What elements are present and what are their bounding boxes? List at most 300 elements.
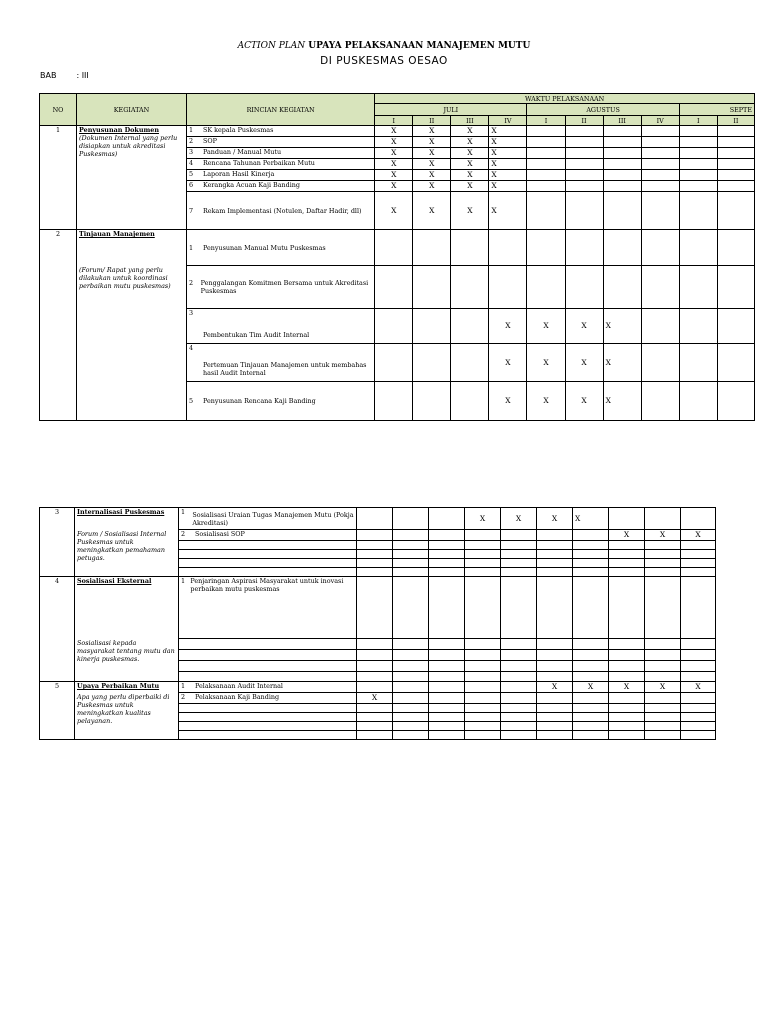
action-plan-table-1 xyxy=(39,93,755,421)
empty-cell xyxy=(645,661,681,672)
schedule-cell xyxy=(717,159,754,170)
row-kegiatan: Sosialisasi Eksternal xyxy=(75,577,179,639)
schedule-cell xyxy=(375,266,413,309)
empty-cell xyxy=(681,650,716,661)
empty-cell xyxy=(573,568,609,577)
schedule-cell xyxy=(609,508,645,530)
empty-cell xyxy=(609,713,645,722)
schedule-cell: X xyxy=(413,181,451,192)
schedule-cell: X xyxy=(375,170,413,181)
row-no: 5 xyxy=(40,682,75,740)
empty-cell xyxy=(393,731,429,740)
schedule-cell xyxy=(565,230,603,266)
empty-cell xyxy=(357,713,393,722)
empty-cell xyxy=(537,704,573,713)
empty-cell xyxy=(179,639,357,650)
schedule-cell xyxy=(465,577,501,639)
empty-cell xyxy=(429,541,465,550)
schedule-cell xyxy=(679,344,717,382)
schedule-cell xyxy=(451,382,489,421)
schedule-cell xyxy=(609,577,645,639)
schedule-cell xyxy=(603,148,641,159)
schedule-cell xyxy=(429,693,465,704)
empty-cell xyxy=(501,650,537,661)
schedule-cell xyxy=(679,382,717,421)
schedule-cell: X xyxy=(489,170,527,181)
empty-cell xyxy=(429,713,465,722)
row-no: 2 xyxy=(40,230,77,421)
empty-cell xyxy=(501,704,537,713)
schedule-cell xyxy=(489,266,527,309)
empty-cell xyxy=(179,650,357,661)
schedule-cell xyxy=(429,508,465,530)
empty-cell xyxy=(609,672,645,682)
schedule-cell xyxy=(717,230,754,266)
schedule-cell xyxy=(717,344,754,382)
empty-cell xyxy=(645,713,681,722)
schedule-cell xyxy=(527,192,565,230)
empty-cell xyxy=(573,731,609,740)
empty-cell xyxy=(465,541,501,550)
row-kegiatan: Internalisasi Puskesmas xyxy=(75,508,179,530)
empty-cell xyxy=(645,722,681,731)
header-week: III xyxy=(603,116,641,126)
empty-cell xyxy=(357,559,393,568)
document-subtitle: DI PUSKESMAS OESAO xyxy=(320,55,448,67)
schedule-cell xyxy=(641,170,679,181)
schedule-cell: X xyxy=(603,309,641,344)
empty-cell xyxy=(179,568,357,577)
schedule-cell xyxy=(603,181,641,192)
schedule-cell: X xyxy=(489,382,527,421)
empty-cell xyxy=(357,550,393,559)
rincian-cell: 7 Rekam Implementasi (Notulen, Daftar Hadir, dll) xyxy=(186,192,374,230)
schedule-cell xyxy=(413,266,451,309)
header-week: III xyxy=(451,116,489,126)
empty-cell xyxy=(465,713,501,722)
empty-cell xyxy=(681,639,716,650)
schedule-cell: X xyxy=(413,126,451,137)
schedule-cell: X xyxy=(603,382,641,421)
schedule-cell xyxy=(717,170,754,181)
schedule-cell xyxy=(641,266,679,309)
schedule-cell xyxy=(527,266,565,309)
table-row xyxy=(40,530,716,541)
schedule-cell xyxy=(565,181,603,192)
empty-cell xyxy=(393,672,429,682)
schedule-cell xyxy=(641,192,679,230)
schedule-cell xyxy=(603,266,641,309)
rincian-cell: 2 Sosialisasi SOP xyxy=(179,530,357,541)
empty-cell xyxy=(645,639,681,650)
empty-cell xyxy=(179,672,357,682)
schedule-cell xyxy=(501,530,537,541)
schedule-cell: X xyxy=(375,192,413,230)
schedule-cell: X xyxy=(451,126,489,137)
schedule-cell: X xyxy=(489,137,527,148)
empty-cell xyxy=(537,650,573,661)
empty-cell xyxy=(573,704,609,713)
schedule-cell xyxy=(717,266,754,309)
schedule-cell xyxy=(393,682,429,693)
schedule-cell: X xyxy=(375,159,413,170)
schedule-cell: X xyxy=(645,682,681,693)
schedule-cell xyxy=(641,148,679,159)
schedule-cell xyxy=(393,508,429,530)
empty-cell xyxy=(179,559,357,568)
schedule-cell xyxy=(641,181,679,192)
rincian-cell: 1 Sosialisasi Uraian Tugas Manajemen Mutu (Pokja Akreditasi) xyxy=(179,508,357,530)
schedule-cell xyxy=(465,693,501,704)
schedule-cell xyxy=(429,682,465,693)
schedule-cell xyxy=(501,577,537,639)
schedule-cell xyxy=(609,693,645,704)
empty-cell xyxy=(681,704,716,713)
schedule-cell: X xyxy=(489,181,527,192)
row-kegiatan-note: Sosialisasi kepada masyarakat tentang mutu dan kinerja puskesmas. xyxy=(75,639,179,682)
empty-cell xyxy=(537,541,573,550)
empty-cell xyxy=(393,639,429,650)
header-week: I xyxy=(527,116,565,126)
schedule-cell xyxy=(565,126,603,137)
empty-cell xyxy=(645,731,681,740)
schedule-cell xyxy=(537,693,573,704)
empty-cell xyxy=(645,672,681,682)
schedule-cell xyxy=(429,530,465,541)
empty-cell xyxy=(393,704,429,713)
empty-cell xyxy=(609,731,645,740)
schedule-cell xyxy=(641,382,679,421)
schedule-cell: X xyxy=(451,159,489,170)
empty-cell xyxy=(357,650,393,661)
schedule-cell: X xyxy=(489,159,527,170)
schedule-cell xyxy=(451,266,489,309)
schedule-cell xyxy=(527,170,565,181)
empty-cell xyxy=(681,541,716,550)
schedule-cell xyxy=(527,126,565,137)
empty-cell xyxy=(609,639,645,650)
schedule-cell: X xyxy=(609,682,645,693)
rincian-cell: 5 Penyusunan Rencana Kaji Banding xyxy=(186,382,374,421)
empty-cell xyxy=(179,550,357,559)
schedule-cell: X xyxy=(413,159,451,170)
schedule-cell xyxy=(679,137,717,148)
empty-cell xyxy=(537,559,573,568)
schedule-cell: X xyxy=(537,508,573,530)
empty-cell xyxy=(537,568,573,577)
schedule-cell: X xyxy=(565,344,603,382)
schedule-cell xyxy=(717,309,754,344)
table-row xyxy=(40,577,716,639)
schedule-cell xyxy=(565,266,603,309)
schedule-cell: X xyxy=(603,344,641,382)
row-kegiatan-note: Forum / Sosialisasi Internal Puskesmas untuk meningkatkan pemahaman petugas. xyxy=(75,530,179,577)
schedule-cell: X xyxy=(527,309,565,344)
schedule-cell xyxy=(641,137,679,148)
empty-cell xyxy=(645,568,681,577)
schedule-cell xyxy=(641,230,679,266)
empty-cell xyxy=(573,639,609,650)
schedule-cell: X xyxy=(645,530,681,541)
schedule-cell: X xyxy=(609,530,645,541)
rincian-cell: 6 Kerangka Acuan Kaji Banding xyxy=(186,181,374,192)
rincian-cell: 1 SK kepala Puskesmas xyxy=(186,126,374,137)
table-row xyxy=(40,693,716,704)
table-row xyxy=(40,508,716,530)
schedule-cell: X xyxy=(527,344,565,382)
empty-cell xyxy=(429,650,465,661)
row-no: 1 xyxy=(40,126,77,230)
empty-cell xyxy=(645,704,681,713)
empty-cell xyxy=(465,639,501,650)
empty-cell xyxy=(179,541,357,550)
schedule-cell xyxy=(603,137,641,148)
header-rincian: RINCIAN KEGIATAN xyxy=(186,94,374,126)
table-row xyxy=(40,126,755,137)
header-month-juli: JULI xyxy=(375,104,527,116)
schedule-cell xyxy=(679,181,717,192)
empty-cell xyxy=(681,559,716,568)
header-week: I xyxy=(375,116,413,126)
schedule-cell xyxy=(393,693,429,704)
empty-cell xyxy=(645,559,681,568)
empty-cell xyxy=(465,704,501,713)
empty-cell xyxy=(429,559,465,568)
schedule-cell xyxy=(527,148,565,159)
schedule-cell: X xyxy=(375,126,413,137)
header-week: IV xyxy=(489,116,527,126)
empty-cell xyxy=(573,559,609,568)
schedule-cell xyxy=(501,693,537,704)
empty-cell xyxy=(179,722,357,731)
schedule-cell: X xyxy=(451,137,489,148)
empty-cell xyxy=(537,661,573,672)
empty-cell xyxy=(465,568,501,577)
empty-cell xyxy=(681,568,716,577)
schedule-cell xyxy=(357,508,393,530)
header-week: IV xyxy=(641,116,679,126)
empty-cell xyxy=(501,639,537,650)
schedule-cell: X xyxy=(489,309,527,344)
empty-cell xyxy=(429,550,465,559)
header-month-agustus: AGUSTUS xyxy=(527,104,679,116)
empty-cell xyxy=(501,672,537,682)
schedule-cell xyxy=(537,577,573,639)
schedule-cell xyxy=(393,577,429,639)
empty-cell xyxy=(179,661,357,672)
schedule-cell xyxy=(679,266,717,309)
empty-cell xyxy=(573,550,609,559)
empty-cell xyxy=(429,722,465,731)
empty-cell xyxy=(645,541,681,550)
schedule-cell xyxy=(603,159,641,170)
row-no: 4 xyxy=(40,577,75,682)
empty-cell xyxy=(609,650,645,661)
schedule-cell xyxy=(679,192,717,230)
schedule-cell: X xyxy=(681,530,716,541)
schedule-cell: X xyxy=(413,192,451,230)
rincian-cell: 4 Pertemuan Tinjauan Manajemen untuk membahas hasil Audit Internal xyxy=(186,344,374,382)
empty-cell xyxy=(501,722,537,731)
schedule-cell: X xyxy=(573,682,609,693)
rincian-cell: 3 Pembentukan Tim Audit Internal xyxy=(186,309,374,344)
schedule-cell xyxy=(645,508,681,530)
empty-cell xyxy=(537,550,573,559)
empty-cell xyxy=(573,672,609,682)
schedule-cell: X xyxy=(413,148,451,159)
schedule-cell xyxy=(413,230,451,266)
schedule-cell xyxy=(527,230,565,266)
empty-cell xyxy=(501,559,537,568)
row-kegiatan: Penyusunan Dokumen (Dokumen Internal yang perlu disiapkan untuk akreditasi Puskesmas) xyxy=(77,126,187,230)
rincian-cell: 1 Penjaringan Aspirasi Masyarakat untuk inovasi perbaikan mutu puskesmas xyxy=(179,577,357,639)
empty-cell xyxy=(357,541,393,550)
header-month-september: SEPTE xyxy=(679,104,754,116)
schedule-cell xyxy=(681,693,716,704)
empty-cell xyxy=(357,661,393,672)
empty-cell xyxy=(609,568,645,577)
schedule-cell xyxy=(717,181,754,192)
empty-cell xyxy=(393,559,429,568)
row-kegiatan: Tinjauan Manajemen xyxy=(77,230,187,266)
empty-cell xyxy=(681,731,716,740)
header-week: II xyxy=(717,116,754,126)
schedule-cell: X xyxy=(537,682,573,693)
schedule-cell xyxy=(573,693,609,704)
header-week: II xyxy=(413,116,451,126)
schedule-cell: X xyxy=(565,309,603,344)
schedule-cell xyxy=(641,344,679,382)
empty-cell xyxy=(357,704,393,713)
empty-cell xyxy=(645,550,681,559)
schedule-cell xyxy=(565,148,603,159)
schedule-cell xyxy=(717,148,754,159)
schedule-cell xyxy=(679,159,717,170)
schedule-cell xyxy=(357,577,393,639)
empty-cell xyxy=(429,731,465,740)
empty-cell xyxy=(609,550,645,559)
schedule-cell xyxy=(357,682,393,693)
empty-cell xyxy=(501,568,537,577)
empty-cell xyxy=(501,541,537,550)
empty-cell xyxy=(393,650,429,661)
empty-cell xyxy=(357,639,393,650)
schedule-cell xyxy=(537,530,573,541)
schedule-cell xyxy=(679,148,717,159)
schedule-cell xyxy=(645,693,681,704)
header-waktu: WAKTU PELAKSANAAN xyxy=(375,94,755,104)
empty-cell xyxy=(179,731,357,740)
schedule-cell xyxy=(565,192,603,230)
empty-cell xyxy=(573,650,609,661)
empty-cell xyxy=(501,713,537,722)
header-week: I xyxy=(679,116,717,126)
empty-cell xyxy=(609,541,645,550)
schedule-cell xyxy=(641,159,679,170)
schedule-cell xyxy=(413,344,451,382)
empty-cell xyxy=(465,550,501,559)
empty-cell xyxy=(357,672,393,682)
empty-cell xyxy=(357,731,393,740)
empty-cell xyxy=(573,722,609,731)
action-plan-table-2 xyxy=(39,507,716,740)
schedule-cell xyxy=(429,577,465,639)
empty-cell xyxy=(501,731,537,740)
schedule-cell xyxy=(527,181,565,192)
schedule-cell xyxy=(501,682,537,693)
schedule-cell: X xyxy=(489,344,527,382)
schedule-cell: X xyxy=(413,137,451,148)
empty-cell xyxy=(573,713,609,722)
schedule-cell xyxy=(393,530,429,541)
empty-cell xyxy=(537,722,573,731)
schedule-cell xyxy=(679,230,717,266)
schedule-cell: X xyxy=(451,148,489,159)
schedule-cell xyxy=(451,344,489,382)
empty-cell xyxy=(609,559,645,568)
empty-cell xyxy=(609,661,645,672)
schedule-cell xyxy=(465,682,501,693)
empty-cell xyxy=(429,672,465,682)
schedule-cell: X xyxy=(375,181,413,192)
row-kegiatan-note: Apa yang perlu diperbaiki di Puskesmas untuk meningkatkan kualitas pelayanan. xyxy=(75,693,179,740)
bab-line: BAB : III xyxy=(40,71,89,80)
schedule-cell: X xyxy=(451,170,489,181)
rincian-cell: 2 Penggalangan Komitmen Bersama untuk Akreditasi Puskesmas xyxy=(186,266,374,309)
schedule-cell xyxy=(641,309,679,344)
schedule-cell: X xyxy=(489,148,527,159)
schedule-cell: X xyxy=(565,382,603,421)
schedule-cell xyxy=(413,309,451,344)
schedule-cell: X xyxy=(527,382,565,421)
schedule-cell xyxy=(645,577,681,639)
row-kegiatan-note: (Forum/ Rapat yang perlu dilakukan untuk koordinasi perbaikan mutu puskesmas) xyxy=(77,266,187,421)
schedule-cell xyxy=(681,577,716,639)
schedule-cell: X xyxy=(489,192,527,230)
schedule-cell xyxy=(413,382,451,421)
schedule-cell xyxy=(565,170,603,181)
empty-cell xyxy=(179,713,357,722)
empty-cell xyxy=(537,731,573,740)
schedule-cell xyxy=(375,230,413,266)
rincian-cell: 2 SOP xyxy=(186,137,374,148)
schedule-cell: X xyxy=(413,170,451,181)
row-no: 3 xyxy=(40,508,75,577)
header-no: NO xyxy=(40,94,77,126)
schedule-cell xyxy=(451,309,489,344)
schedule-cell: X xyxy=(451,181,489,192)
table-row xyxy=(40,266,755,309)
empty-cell xyxy=(465,672,501,682)
empty-cell xyxy=(465,650,501,661)
rincian-cell: 1 Penyusunan Manual Mutu Puskesmas xyxy=(186,230,374,266)
schedule-cell: X xyxy=(375,148,413,159)
schedule-cell xyxy=(573,530,609,541)
empty-cell xyxy=(501,661,537,672)
empty-cell xyxy=(393,550,429,559)
schedule-cell xyxy=(717,382,754,421)
empty-cell xyxy=(393,541,429,550)
empty-cell xyxy=(357,722,393,731)
schedule-cell xyxy=(679,170,717,181)
empty-cell xyxy=(501,550,537,559)
empty-cell xyxy=(465,661,501,672)
schedule-cell: X xyxy=(681,682,716,693)
schedule-cell xyxy=(603,126,641,137)
header-kegiatan: KEGIATAN xyxy=(77,94,187,126)
rincian-cell: 5 Laporan Hasil Kinerja xyxy=(186,170,374,181)
schedule-cell xyxy=(527,159,565,170)
